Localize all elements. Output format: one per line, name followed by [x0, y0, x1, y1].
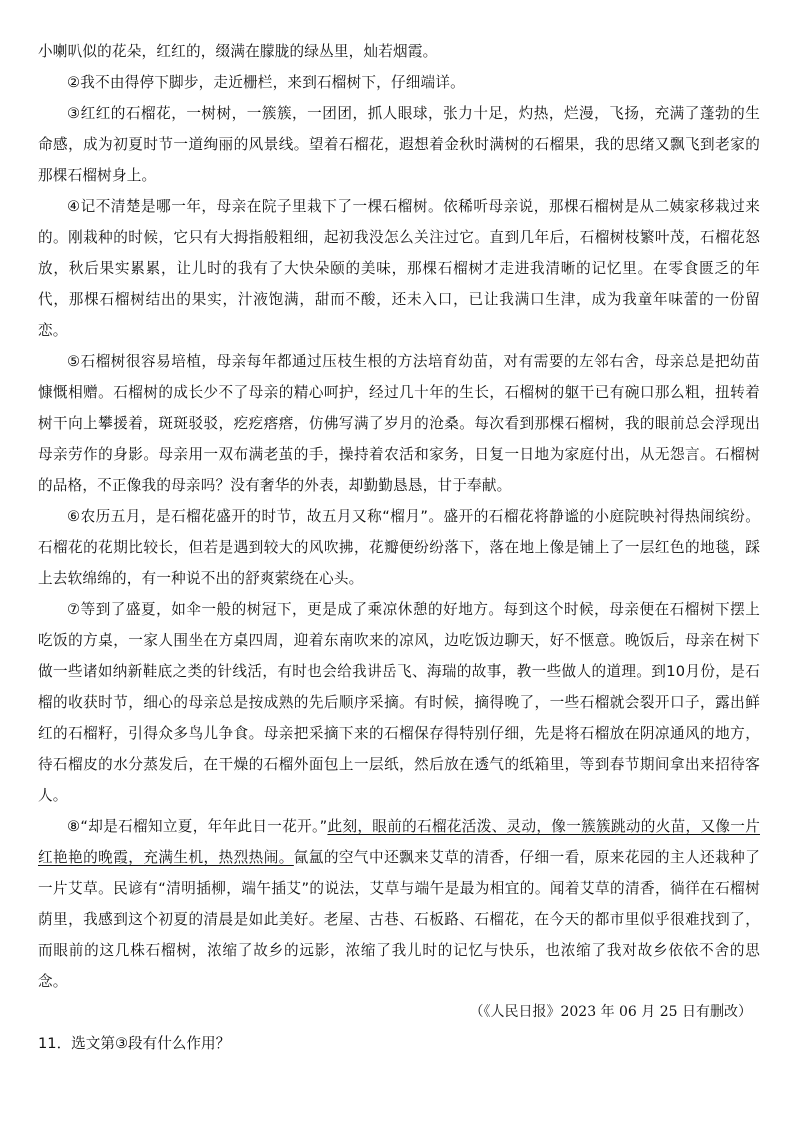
question-11: 11．选文第③段有什么作用？: [38, 1035, 231, 1052]
paragraph-7: ⑦等到了盛夏，如伞一般的树冠下，更是成了乘凉休憩的好地方。每到这个时候，母亲便在石榴树下摆上吃饭的方桌，一家人围坐在方桌四周，迎着东南吹来的凉风，边吃饭边聊天，好不惬意。晚饭后，母亲在树下做一些诸如纳新鞋底之类的针线活，有时也会给我讲岳飞、海瑞的故事，教一些做人的道理。到10月份，是石榴的收获时节，细心的母亲总是按成熟的先后顺序采摘。有时候，摘得晚了，一些石榴就会裂开口子，露出鲜红的石榴籽，引得众多鸟儿争食。母亲把采摘下来的石榴保存得特别仔细，先是将石榴放在阴凉通风的地方，待石榴皮的水分蒸发后，在干燥的石榴外面包上一层纸，然后放在透气的纸箱里，等到春节期间拿出来招待客人。: [38, 601, 760, 804]
paragraph-5: ⑤石榴树很容易培植，母亲每年都通过压枝生根的方法培育幼苗，对有需要的左邻右舍，母亲总是把幼苗慷慨相赠。石榴树的成长少不了母亲的精心呵护，经过几十年的生长，石榴树的躯干已有碗口那么粗，扭转着树干向上攀援着，斑斑驳驳，疙疙瘩瘩，仿佛写满了岁月的沧桑。每次看到那棵石榴树，我的眼前总会浮现出母亲劳作的身影。母亲用一双布满老茧的手，操持着农活和家务，日复一日地为家庭付出，从无怨言。石榴树的品格，不正像我的母亲吗？没有奢华的外表，却勤勤恳恳，甘于奉献。: [38, 353, 760, 494]
paragraph-6: ⑥农历五月，是石榴花盛开的时节，故五月又称“榴月”。盛开的石榴花将静谧的小庭院映衬得热闹缤纷。石榴花的花期比较长，但若是遇到较大的风吹拂，花瓣便纷纷落下，落在地上像是铺上了一层红色的地毯，踩上去软绵绵的，有一种说不出的舒爽萦绕在心头。: [38, 508, 760, 587]
document-page: [38, 36, 760, 1059]
paragraph-8-rest: 氤氲的空气中还飘来艾草的清香，仔细一看，原来花园的主人还栽种了一片艾草。民谚有“清明插柳，端午插艾”的说法，艾草与端午是最为相宜的。闻着艾草的清香，徜徉在石榴树荫里，我感到这个初夏的清晨是如此美好。老屋、古巷、石板路、石榴花，在今天的都市里似乎很难找到了，而眼前的这几株石榴树，浓缩了故乡的远影，浓缩了我儿时的记忆与快乐，也浓缩了我对故乡依依不舍的思念。: [38, 849, 760, 990]
paragraph-8-underlined: 此刻，眼前的石榴花活泼、灵动，像一簇簇跳动的火苗，又像一片红艳艳的晚霞，充满生机，热烈热闹。: [38, 818, 760, 866]
source-citation: （《人民日报》2023 年 06 月 25 日有删改）: [469, 1004, 752, 1020]
paragraph-8-quote: ⑧“却是石榴知立夏，年年此日一花开。”: [67, 818, 328, 835]
paragraph-2: ②我不由得停下脚步，走近栅栏，来到石榴树下，仔细端详。: [67, 74, 465, 91]
paragraph-4: ④记不清楚是哪一年，母亲在院子里栽下了一棵石榴树。依稀听母亲说，那棵石榴树是从二姨家移栽过来的。刚栽种的时候，它只有大拇指般粗细，起初我没怎么关注过它。直到几年后，石榴树枝繁叶茂，石榴花怒放，秋后果实累累，让儿时的我有了大快朵颐的美味，那棵石榴树才走进我清晰的记忆里。在零食匮乏的年代，那棵石榴树结出的果实，汁液饱满，甜而不酸，还未入口，已让我满口生津，成为我童年味蕾的一份留恋。: [38, 198, 760, 339]
paragraph-continuation: 小喇叭似的花朵，红红的，缀满在朦胧的绿丛里，灿若烟霞。: [38, 43, 438, 60]
paragraph-3: ③红红的石榴花，一树树，一簇簇，一团团，抓人眼球，张力十足，灼热，烂漫，飞扬，充满了蓬勃的生命感，成为初夏时节一道绚丽的风景线。望着石榴花，遐想着金秋时满树的石榴果，我的思绪又飘飞到老家的那棵石榴树身上。: [38, 105, 760, 184]
paragraph-8: [38, 811, 760, 997]
